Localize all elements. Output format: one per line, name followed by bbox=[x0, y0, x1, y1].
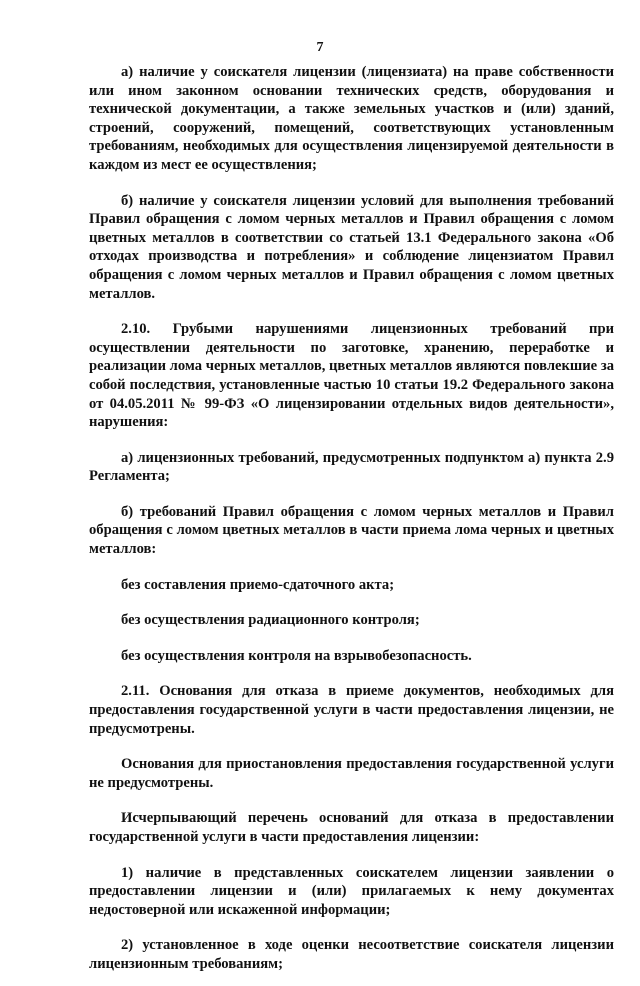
list-item-explosion-control: без осуществления контроля на взрывобезопасность. bbox=[121, 647, 472, 664]
list-item-acceptance-act: без составления приемо-сдаточного акта; bbox=[121, 576, 395, 593]
paragraph-suspension: Основания для приостановления предоставления государственной услуги не предусмотрены. bbox=[89, 756, 614, 791]
paragraph-refusal-1: 1) наличие в представленных соискателем лицензии заявлении о предоставлении лицензии и (или) прилагаемых к нему документах недостоверной или искаженной информации; bbox=[89, 864, 614, 918]
paragraph-2-9-a: а) наличие у соискателя лицензии (лицензиата) на праве собственности или ином законном основании технических средств, оборудования и технической документации, а также земельных участков и (или) зданий, строений, сооружений, помещений, соответствующих установленным требованиям, необходимых для осуществления лицензируемой деятельности в каждом из мест ее осуществления; bbox=[89, 64, 614, 173]
paragraph-2-10-a: а) лицензионных требований, предусмотренных подпунктом а) пункта 2.9 Регламента; bbox=[89, 449, 614, 485]
paragraph-2-10-b: б) требований Правил обращения с ломом черных металлов и Правил обращения с ломом цветных металлов в части приема лома черных и цветных металлов: bbox=[89, 503, 614, 558]
paragraph-refusal-2: 2) установленное в ходе оценки несоответствие соискателя лицензии лицензионным требованиям; bbox=[89, 937, 614, 972]
page-number: 7 bbox=[316, 40, 324, 55]
paragraph-2-10: 2.10. Грубыми нарушениями лицензионных требований при осуществлении деятельности по заготовке, хранению, переработке и реализации лома черных металлов, цветных металлов являются повлекшие за собой последствия, установленные частью 10 статьи 19.2 Федерального закона от 04.05.2011 № 99-ФЗ «О лицензировании отдельных видов деятельности», нарушения: bbox=[89, 321, 614, 431]
paragraph-2-9-b: б) наличие у соискателя лицензии условий для выполнения требований Правил обращения с ломом черных металлов и Правил обращения с ломом цветных металлов в соответствии со статьей 13.1 Федерального закона «Об отходах производства и потребления» и соблюдение лицензиатом Правил обращения с ломом черных металлов и Правил обращения с ломом цветных металлов. bbox=[89, 192, 614, 302]
document-body bbox=[89, 63, 614, 986]
paragraph-refusal-list: Исчерпывающий перечень оснований для отказа в предоставлении государственной услуги в части предоставления лицензии: bbox=[89, 810, 614, 845]
list-item-radiation-control: без осуществления радиационного контроля; bbox=[121, 612, 420, 629]
paragraph-2-11: 2.11. Основания для отказа в приеме документов, необходимых для предоставления государственной услуги в части предоставления лицензии, не предусмотрены. bbox=[89, 683, 614, 737]
